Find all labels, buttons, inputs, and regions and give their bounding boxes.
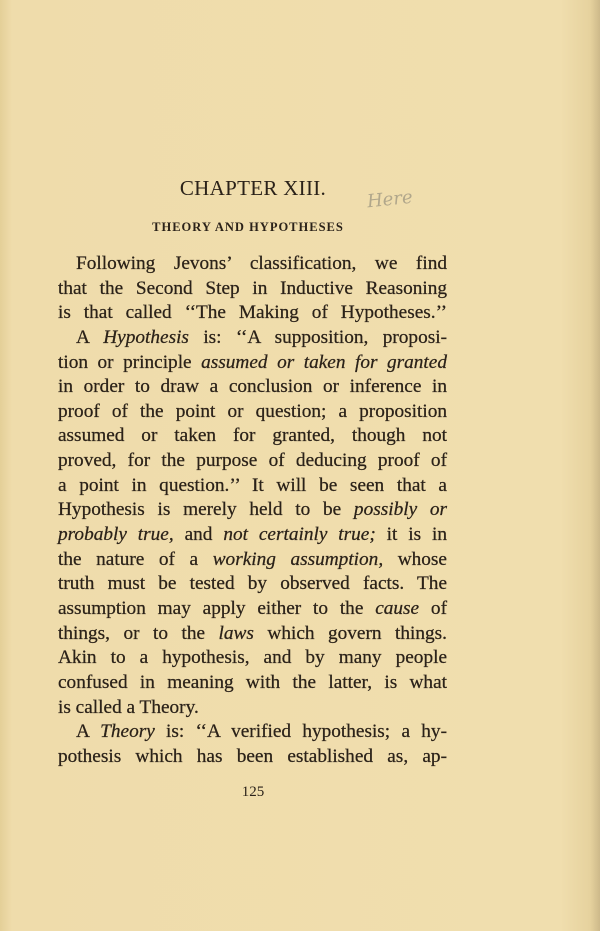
text-segment: Following Jevons’ classification, we find [76, 253, 447, 274]
text-segment: is that called ‘‘The Making of Hypotheses.’’ [58, 302, 447, 324]
text-line [58, 474, 447, 499]
text-line [58, 720, 447, 745]
text-line [58, 622, 447, 647]
text-line [58, 424, 447, 449]
italic-text: assumed or taken for granted [201, 351, 447, 373]
italic-text: cause [375, 597, 420, 619]
italic-text: probably true, [58, 524, 174, 546]
text-line [58, 326, 447, 351]
handwritten-note: Here [366, 186, 414, 213]
text-segment: assumption may apply either to the [58, 597, 376, 619]
text-line [58, 671, 447, 696]
text-segment: the nature of a [58, 548, 213, 570]
text-segment: whose [383, 548, 447, 570]
text-segment: A [76, 721, 101, 743]
text-line [58, 548, 447, 573]
text-segment: confused in meaning with the latter, is what [58, 671, 447, 693]
text-line [58, 523, 447, 548]
text-segment: proof of the point or question; a proposition [58, 400, 447, 422]
italic-text: working assumption, [212, 548, 384, 570]
text-segment: A [76, 326, 104, 348]
body-text [58, 252, 447, 769]
text-line [58, 597, 447, 622]
chapter-title: CHAPTER XIII. [179, 176, 327, 200]
text-segment: in order to draw a conclusion or inference in [58, 376, 447, 398]
text-segment: which govern things. [253, 622, 447, 644]
italic-text: Theory [100, 721, 155, 743]
text-line [58, 696, 447, 721]
text-segment: is: ‘‘A verified hypothesis; a hy- [154, 721, 447, 743]
page-number: 125 [241, 784, 265, 800]
text-segment: is called a Theory. [58, 696, 199, 718]
text-segment: things, or to the [58, 622, 219, 644]
text-segment: that the Second Step in Inductive Reasoning [58, 277, 447, 299]
text-line [58, 572, 447, 597]
text-segment: a point in question.’’ It will be seen that a [58, 474, 447, 496]
text-segment: it is in [375, 524, 447, 546]
italic-text: possibly or [353, 499, 447, 521]
italic-text: not certainly true; [223, 524, 376, 546]
text-line [58, 745, 447, 770]
text-line [58, 351, 447, 376]
text-line [58, 646, 447, 671]
italic-text: Hypothesis [103, 326, 189, 348]
text-line [58, 277, 447, 302]
text-line [58, 498, 447, 523]
text-segment: is: ‘‘A supposition, proposi- [188, 326, 447, 348]
text-segment: Akin to a hypothesis, and by many people [58, 647, 447, 669]
text-line [58, 301, 447, 326]
text-segment: truth must be tested by observed facts. The [58, 573, 447, 595]
italic-text: laws [218, 622, 254, 644]
text-segment: Hypothesis is merely held to be [58, 499, 354, 521]
text-segment: assumed or taken for granted, though not [58, 425, 447, 447]
text-segment: proved, for the purpose of deducing proof of [58, 450, 447, 472]
text-segment: and [173, 524, 224, 546]
section-title: THEORY AND HYPOTHESES [152, 220, 344, 234]
text-line [58, 375, 447, 400]
text-segment: pothesis which has been established as, ap- [58, 745, 447, 767]
text-line [58, 252, 447, 277]
text-line [58, 449, 447, 474]
text-segment: tion or principle [58, 351, 202, 373]
text-segment: of [419, 597, 447, 619]
text-line [58, 400, 447, 425]
